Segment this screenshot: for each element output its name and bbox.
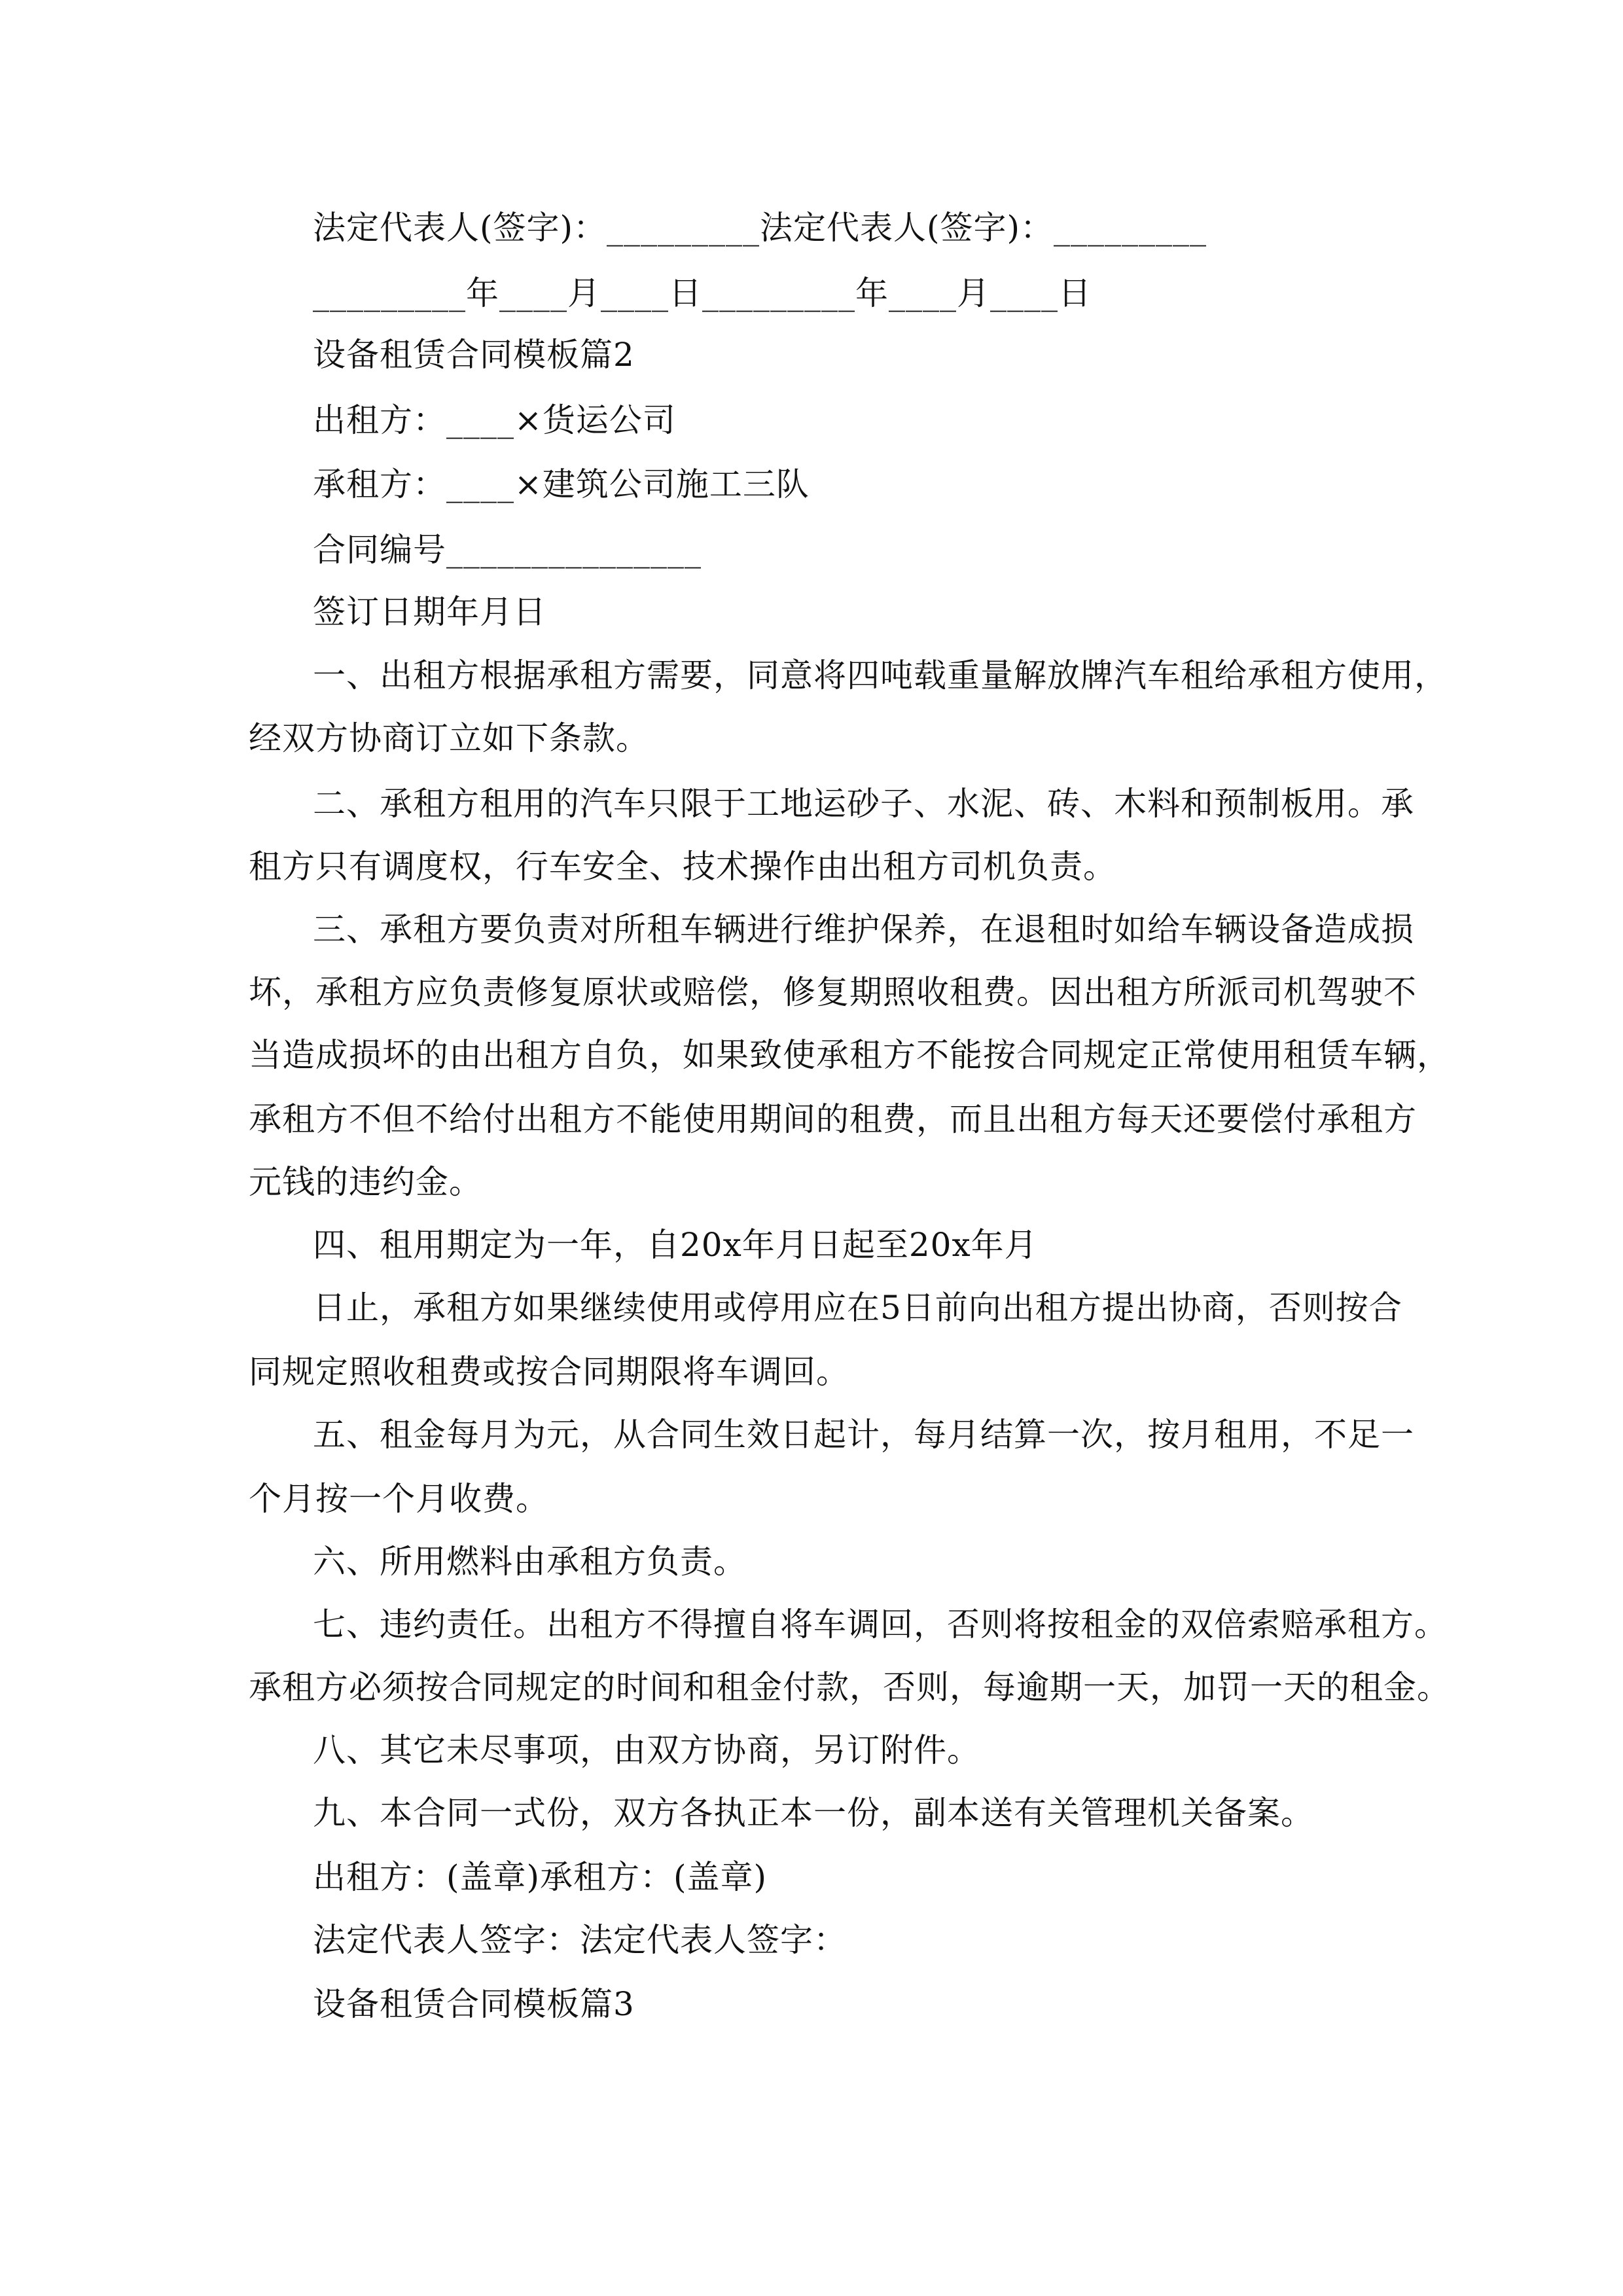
lessee-line: 承租方：____×建筑公司施工三队 xyxy=(313,465,810,503)
clause-2-line-1: 二、承租方租用的汽车只限于工地运砂子、水泥、砖、木料和预制板用。承 xyxy=(313,785,1414,823)
clause-7-line-2: 承租方必须按合同规定的时间和租金付款，否则，每逾期一天，加罚一天的租金。 xyxy=(249,1668,1450,1706)
section-heading-2: 设备租赁合同模板篇2 xyxy=(313,336,635,374)
clause-3-line-1: 三、承租方要负责对所租车辆进行维护保养，在退租时如给车辆设备造成损 xyxy=(313,910,1414,948)
clause-3-line-5: 元钱的违约金。 xyxy=(249,1163,482,1201)
section-heading-3: 设备租赁合同模板篇3 xyxy=(313,1985,635,2023)
signature-date-line: _________年____月____日_________年____月____日 xyxy=(313,274,1092,312)
signature-line-representatives: 法定代表人(签字)：_________法定代表人(签字)：_________ xyxy=(313,209,1207,247)
clause-7-line-1: 七、违约责任。出租方不得擅自将车调回，否则将按租金的双倍索赔承租方。 xyxy=(313,1605,1448,1643)
clause-1-line-2: 经双方协商订立如下条款。 xyxy=(249,719,649,757)
clause-4-line-2: 日止，承租方如果继续使用或停用应在5日前向出租方提出协商，否则按合 xyxy=(313,1289,1402,1327)
representative-signature-line: 法定代表人签字：法定代表人签字： xyxy=(313,1921,847,1959)
clause-9: 九、本合同一式份，双方各执正本一份，副本送有关管理机关备案。 xyxy=(313,1794,1314,1832)
contract-number-line: 合同编号_______________ xyxy=(313,531,702,569)
clause-8: 八、其它未尽事项，由双方协商，另订附件。 xyxy=(313,1731,980,1769)
clause-5-line-2: 个月按一个月收费。 xyxy=(249,1480,549,1518)
clause-4-line-3: 同规定照收租费或按合同期限将车调回。 xyxy=(249,1353,849,1391)
clause-3-line-3: 当造成损坏的由出租方自负，如果致使承租方不能按合同规定正常使用租赁车辆， xyxy=(249,1036,1450,1074)
clause-3-line-2: 坏，承租方应负责修复原状或赔偿，修复期照收租费。因出租方所派司机驾驶不 xyxy=(249,973,1417,1011)
seal-line: 出租方：(盖章)承租方：(盖章) xyxy=(313,1858,768,1896)
clause-3-line-4: 承租方不但不给付出租方不能使用期间的租费，而且出租方每天还要偿付承租方 xyxy=(249,1100,1417,1138)
clause-4-line-1: 四、租用期定为一年，自20x年月日起至20x年月 xyxy=(313,1226,1038,1264)
clause-5-line-1: 五、租金每月为元，从合同生效日起计，每月结算一次，按月租用，不足一 xyxy=(313,1416,1414,1454)
clause-2-line-2: 租方只有调度权，行车安全、技术操作由出租方司机负责。 xyxy=(249,848,1116,886)
clause-1-line-1: 一、出租方根据承租方需要，同意将四吨载重量解放牌汽车租给承租方使用， xyxy=(313,656,1448,694)
clause-6: 六、所用燃料由承租方负责。 xyxy=(313,1543,747,1581)
lessor-line: 出租方：____×货运公司 xyxy=(313,401,676,439)
signing-date-line: 签订日期年月日 xyxy=(313,593,546,631)
